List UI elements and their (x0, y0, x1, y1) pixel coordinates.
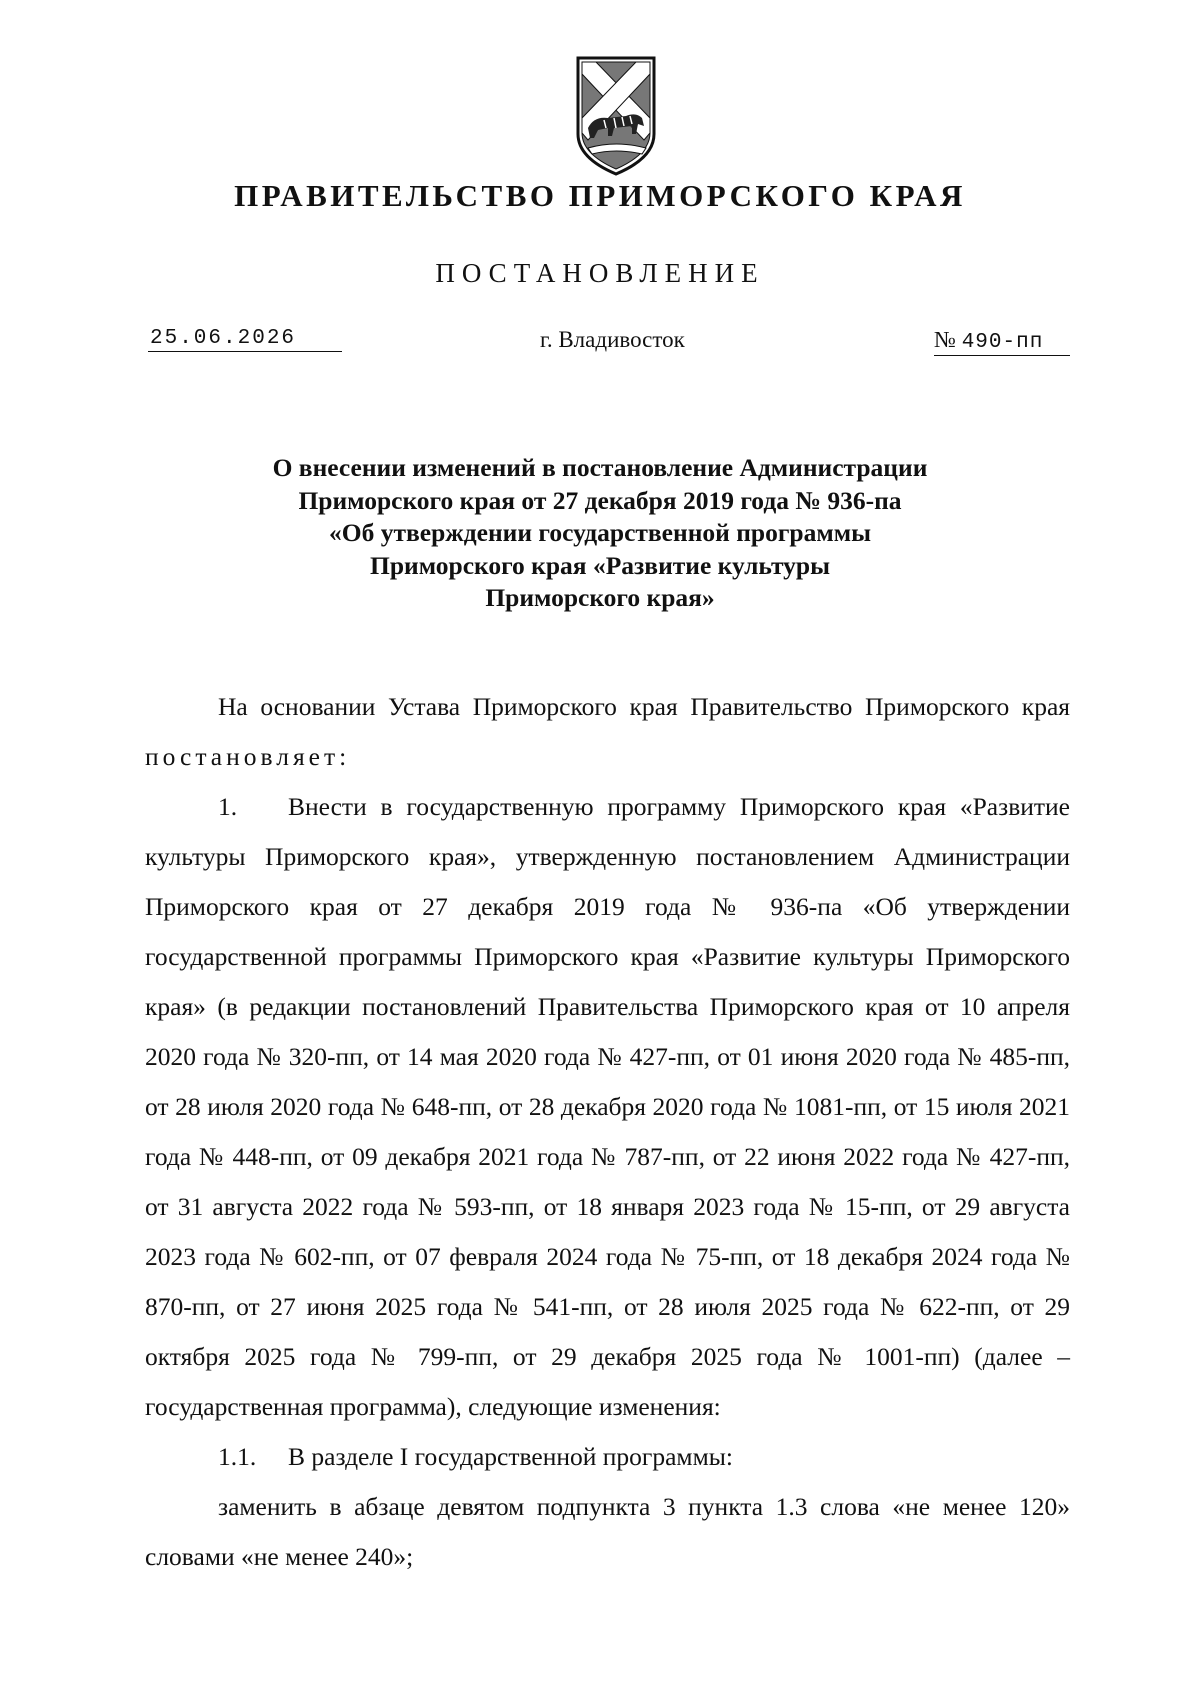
resolve-keyword: постановляет: (145, 742, 351, 771)
document-type: ПОСТАНОВЛЕНИЕ (435, 258, 765, 288)
document-city: г. Владивосток (540, 327, 685, 352)
coat-of-arms-icon (574, 56, 658, 176)
item-1-paragraph (145, 782, 1070, 1432)
item-1-number: 1. (218, 792, 238, 821)
item-1-1-paragraph (145, 1432, 1070, 1482)
document-number (934, 327, 1070, 356)
number-value: 490-пп (961, 331, 1044, 354)
preamble-text: На основании Устава Приморского края Правительство Приморского края (218, 692, 1070, 721)
title-line: Приморского края» (485, 583, 715, 612)
number-sign: № (934, 327, 956, 352)
replace-paragraph: заменить в абзаце девятом подпункта 3 пункта 1.3 слова «не менее 120» словами «не менее 240»; (145, 1492, 1070, 1571)
title-line: «Об утверждении государственной программы (329, 518, 871, 547)
document-body (145, 682, 1070, 1582)
item-1-1-number: 1.1. (218, 1442, 257, 1471)
title-line: О внесении изменений в постановление Администрации (272, 453, 928, 482)
title-line: Приморского края «Развитие культуры (370, 550, 830, 580)
government-name: ПРАВИТЕЛЬСТВО ПРИМОРСКОГО КРАЯ (234, 178, 966, 213)
item-1-1-text: В разделе I государственной программы: (288, 1442, 733, 1471)
item-1-text: Внести в государственную программу Приморского края «Развитие культуры Приморского края», утвержденную постановлением Администрации Приморского края от 27 декабря 2019 года № 936-па «Об утверждении государственной программы Приморского края «Развитие культуры Приморского края» (в редакции постановлений Правительства Приморского края от 10 апреля 2020 года № 320-пп, от 14 мая 2020 года № 427-пп, от 01 июня 2020 года № 485-пп, от 28 июля 2020 года № 648-пп, от 28 декабря 2020 года № 1081-пп, от 15 июля 2021 года № 448-пп, от 09 декабря 2021 года № 787-пп, от 22 июня 2022 года № 427-пп, от 31 августа 2022 года № 593-пп, от 18 января 2023 года № 15-пп, от 29 августа 2023 года № 602-пп, от 07 февраля 2024 года № 75-пп, от 18 декабря 2024 года № 870-пп, от 27 июня 2025 года № 541-пп, от 28 июля 2025 года № 622-пп, от 29 октября 2025 года № 799-пп, от 29 декабря 2025 года № 1001-пп) (далее – государственная программа), следующие изменения: (145, 792, 1070, 1421)
document-date: 25.06.2026 (148, 327, 342, 352)
title-line: Приморского края от 27 декабря 2019 года № 936-па (298, 485, 902, 515)
document-title (160, 452, 1040, 615)
preamble-paragraph (145, 682, 1070, 782)
